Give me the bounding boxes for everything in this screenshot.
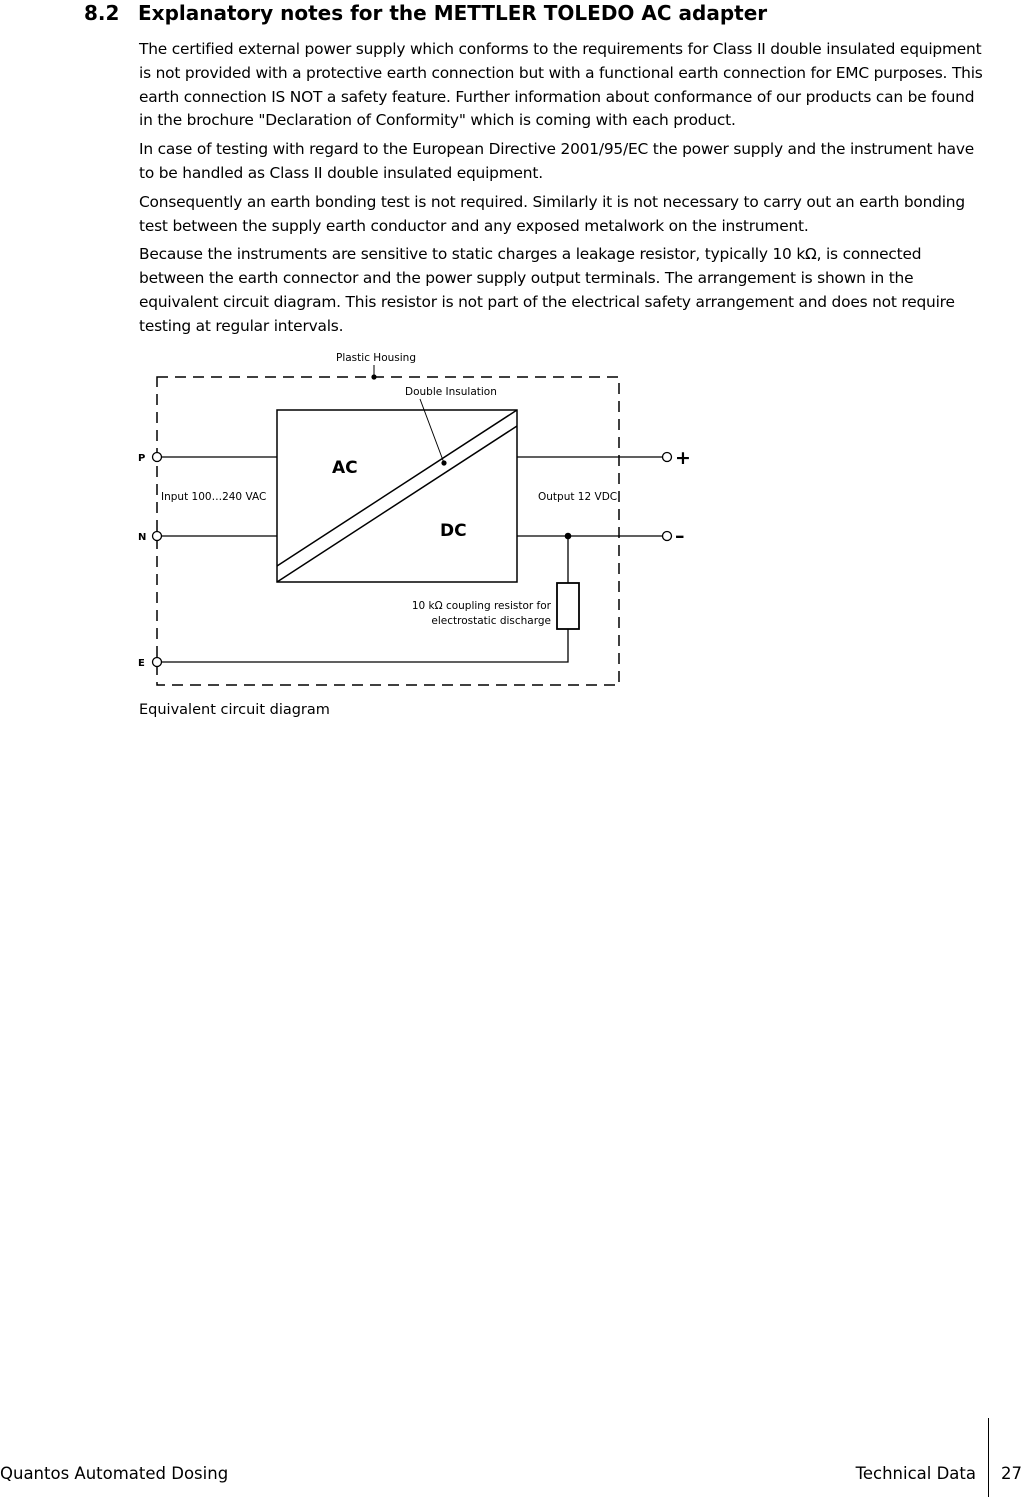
section-heading [84,0,767,26]
section-title: Explanatory notes for the METTLER TOLEDO AC adapter [138,1,768,25]
converter-block [277,410,517,582]
input-label: Input 100…240 VAC [161,491,267,503]
paragraph-leakage-resistor: Because the instruments are sensitive to static charges a leakage resistor, typically 10 kΩ, is connected between the earth connector and the power supply output terminals. The arrangement is shown in the equivalent circuit diagram. This resistor is not part of the electrical safety arrangement and does not require testing at regular intervals. [139,245,955,335]
dc-label: DC [440,521,467,541]
resistor-label-line2: electrostatic discharge [431,615,551,627]
insulation-label-dot [441,460,446,465]
output-label: Output 12 VDC [538,491,618,503]
terminal-n-label: N [138,532,147,543]
diagram-caption: Equivalent circuit diagram [139,702,330,718]
body-text [139,38,984,344]
equivalent-circuit-diagram [130,345,700,695]
ac-label: AC [332,458,358,478]
housing-label: Plastic Housing [336,352,416,364]
negative-sign: – [675,525,685,547]
positive-sign: + [675,447,691,469]
housing-label-dot [371,374,376,379]
terminal-n [153,532,162,541]
terminal-e-label: E [138,658,145,669]
paragraph-earth-bonding: Consequently an earth bonding test is not required. Similarly it is not necessary to carry out an earth bonding test between the supply earth conductor and any exposed metalwork on the instrument. [139,192,965,235]
paragraph-directive: In case of testing with regard to the European Directive 2001/95/EC the power supply and the instrument have to be handled as Class II double insulated equipment. [139,140,975,182]
wire-e [162,629,569,662]
footer-product-name: Quantos Automated Dosing [0,1464,229,1483]
terminal-negative [663,532,672,541]
footer-divider [988,1418,989,1497]
footer-chapter: Technical Data [855,1464,976,1483]
paragraph-class-ii: The certified external power supply which conforms to the requirements for Class II double insulated equipment is not provided with a protective earth connection but with a functional earth connection for EMC purposes. This earth connection IS NOT a safety feature. Further information about conformance of our products can be found in the brochure "Declaration of Conformity" which is coming with each product. [139,40,983,130]
terminal-p [153,453,162,462]
terminal-positive [663,453,672,462]
terminal-p-label: P [138,453,146,464]
insulation-label: Double Insulation [405,386,497,398]
page-number: 27 [1001,1464,1022,1483]
section-number: 8.2 [84,1,120,25]
resistor-label-line1: 10 kΩ coupling resistor for [411,600,551,612]
coupling-resistor [557,583,579,629]
terminal-e [153,658,162,667]
